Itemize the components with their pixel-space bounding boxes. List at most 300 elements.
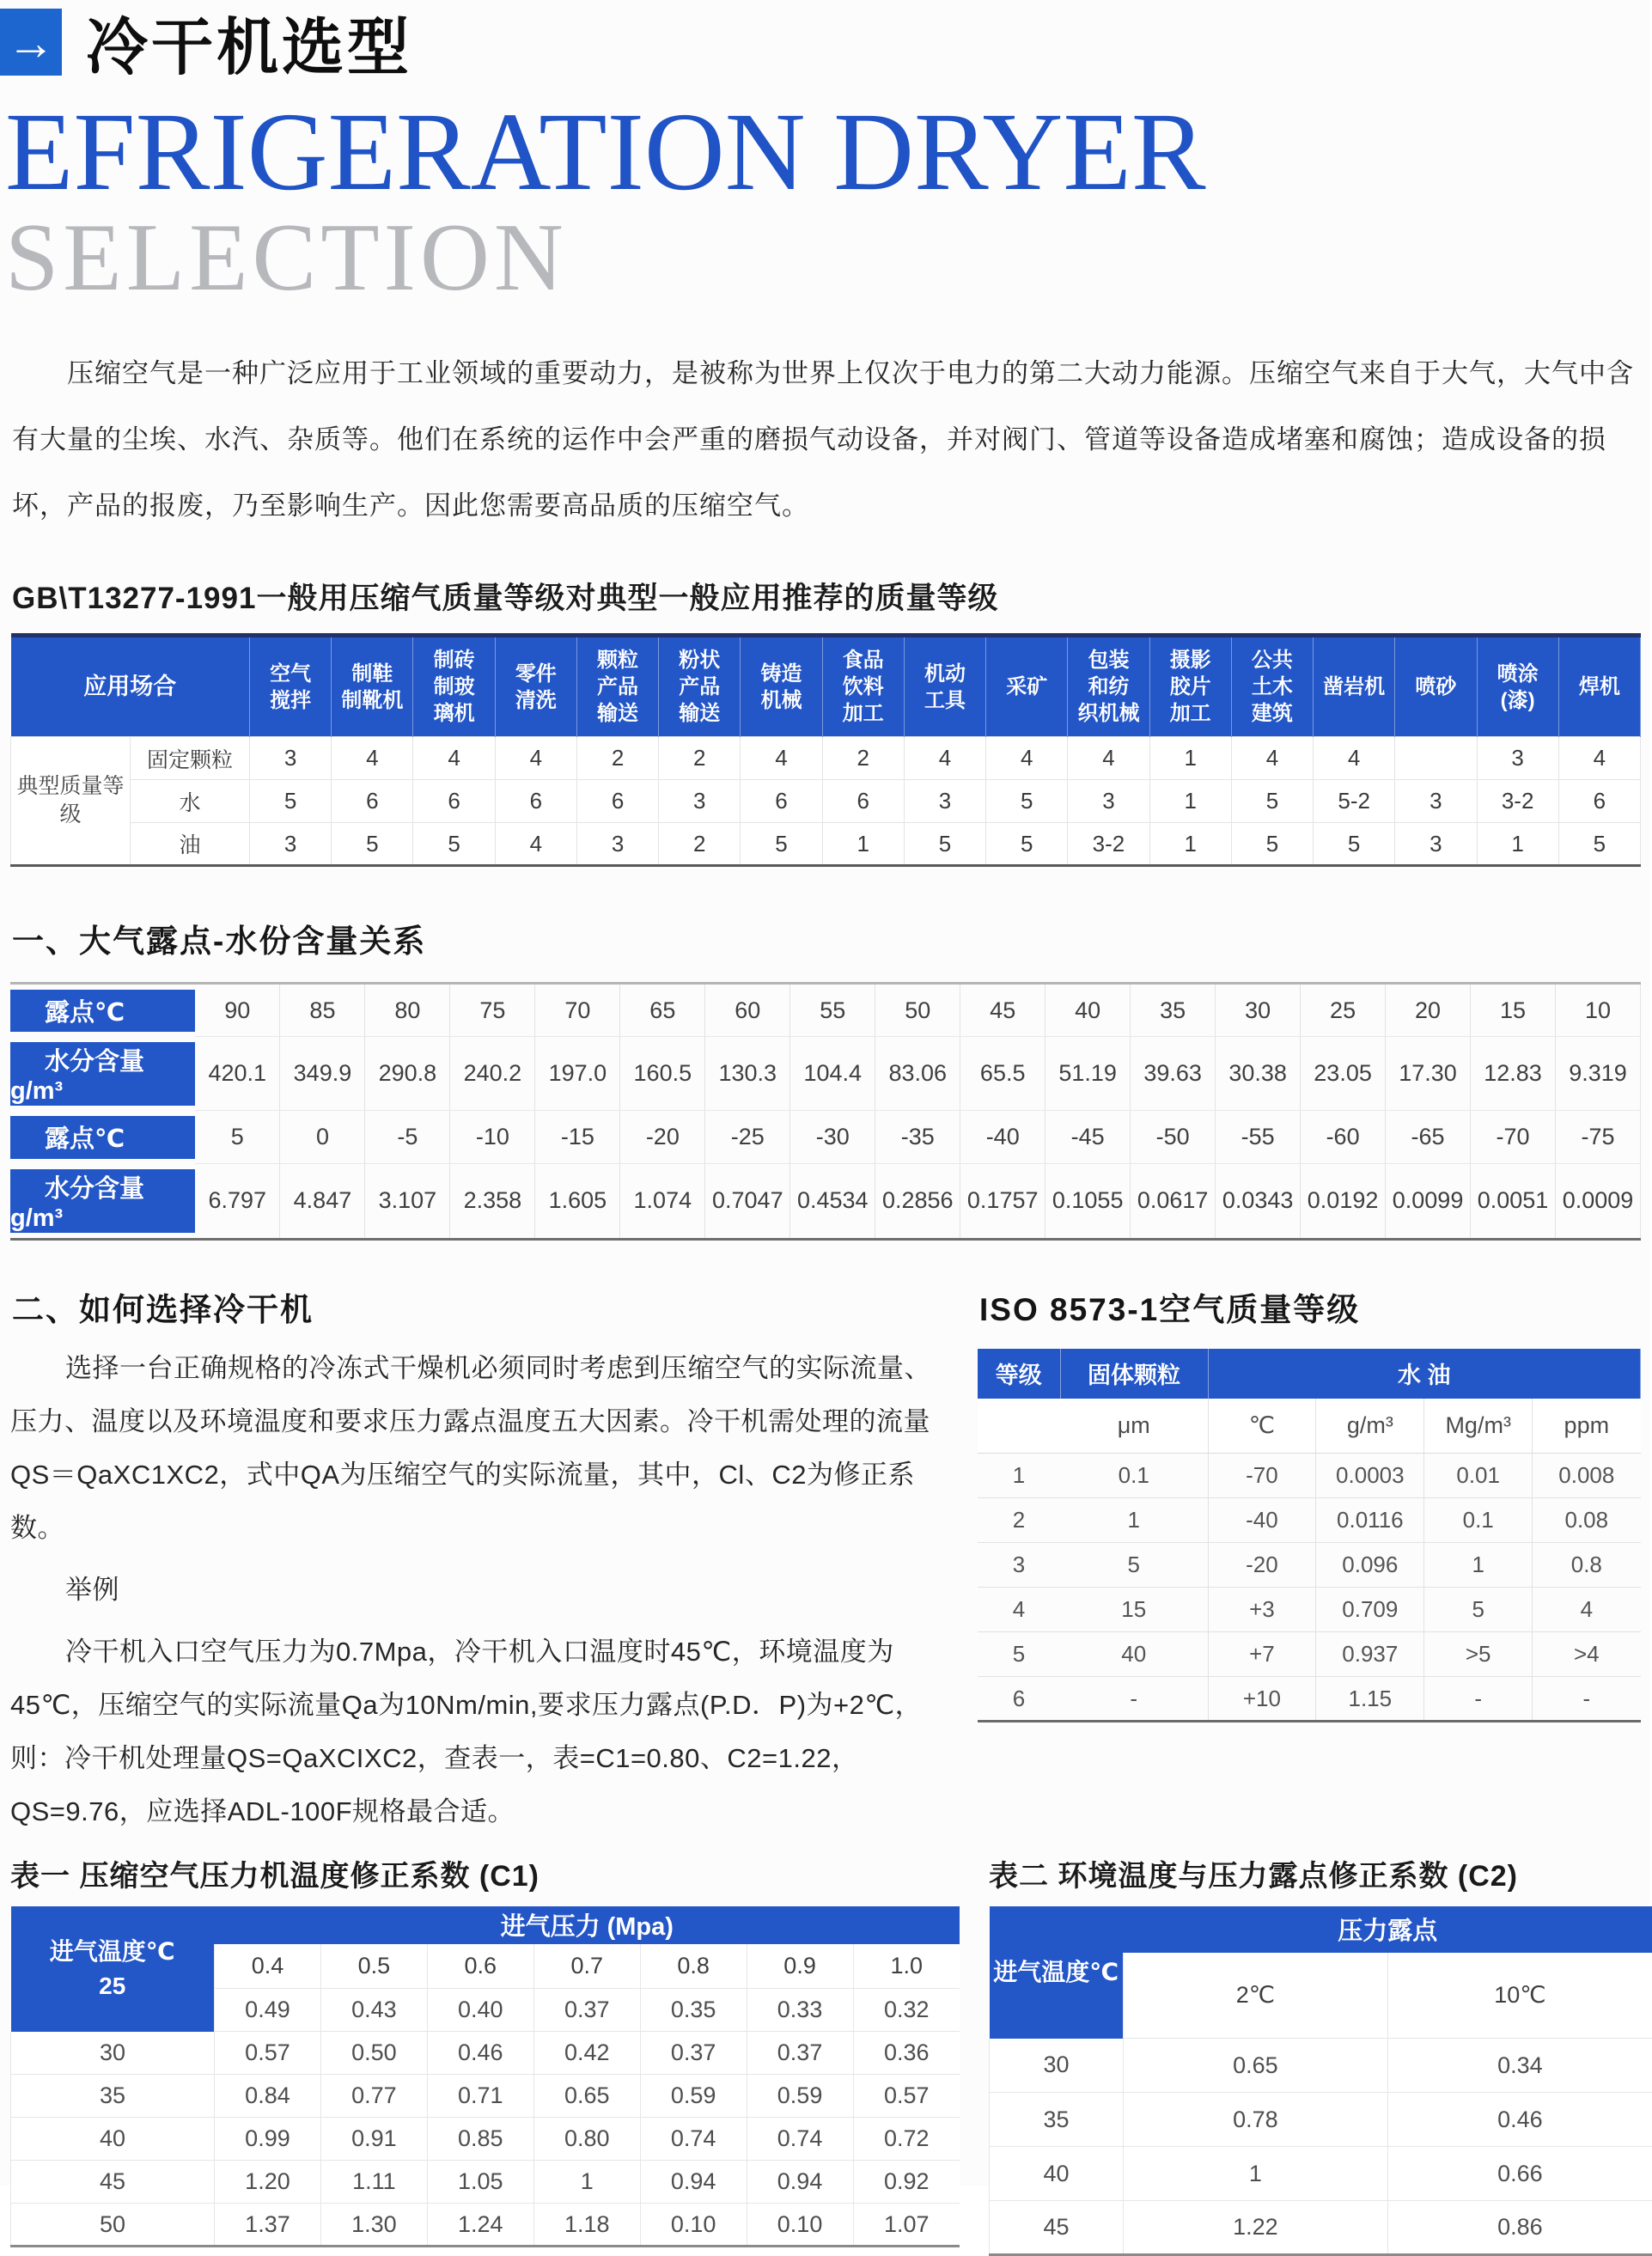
iso-value-cell: -20 (1208, 1543, 1316, 1588)
dew-value-cell: 290.8 (365, 1037, 450, 1111)
dew-value-cell: 40 (1045, 984, 1131, 1037)
dew-value-cell: -25 (705, 1111, 790, 1164)
c1-value-cell: 0.10 (747, 2204, 853, 2247)
dew-value-cell: -60 (1301, 1111, 1386, 1164)
table-header-row (978, 1349, 1641, 1399)
c1-inlet-temp-header (11, 1906, 215, 2032)
dew-value-cell: 420.1 (195, 1037, 280, 1111)
dew-value-cell: 160.5 (620, 1037, 705, 1111)
iso-grade-cell: 5 (978, 1632, 1060, 1677)
gb-value-cell: 2 (659, 737, 741, 780)
dew-value-cell: 51.19 (1045, 1037, 1131, 1111)
iso-value-cell: 0.1 (1060, 1454, 1208, 1498)
table-row (10, 1164, 1641, 1240)
iso-grade-cell: 6 (978, 1677, 1060, 1722)
iso-value-cell: -70 (1208, 1454, 1316, 1498)
dew-value-cell: 70 (535, 984, 620, 1037)
gb-value-cell: 4 (1558, 737, 1640, 780)
dew-value-cell: 0.1757 (960, 1164, 1045, 1240)
gb-value-cell: 5 (1314, 823, 1395, 866)
dew-value-cell: 0.0192 (1301, 1164, 1386, 1240)
c1-temp-label: 35 (11, 2075, 215, 2118)
c1-value-cell: 0.49 (215, 1989, 321, 2032)
dew-value-cell: 0.0343 (1216, 1164, 1301, 1240)
dew-value-cell: 83.06 (875, 1037, 960, 1111)
gb-value-cell: 6 (332, 780, 413, 823)
c2-value-cell: 0.65 (1124, 2039, 1388, 2093)
selection-paragraph: 选择一台正确规格的冷冻式干燥机必须同时考虑到压缩空气的实际流量、压力、温度以及环境温度和要求压力露点温度五大因素。冷干机需处理的流量QS＝QaXC1XC2，式中QA为压缩空气的实际流量，其中，Cl、C2为修正系数。 (10, 1342, 948, 1555)
c1-value-cell: 0.37 (640, 2032, 747, 2075)
arrow-icon (0, 9, 62, 76)
section1-title: 一、大气露点-水份含量关系 (12, 915, 1641, 961)
gb-column-header: 空气 搅拌 (250, 636, 332, 737)
c1-value-cell: 1.11 (320, 2161, 427, 2204)
table-row (990, 2093, 1652, 2147)
iso-value-cell: +7 (1208, 1632, 1316, 1677)
gb-value-cell: 5 (1231, 780, 1313, 823)
c1-value-cell: 0.94 (747, 2161, 853, 2204)
dew-value-cell: 35 (1131, 984, 1216, 1037)
gb-column-header: 喷涂 (漆) (1477, 636, 1558, 737)
gb-value-cell: 5 (250, 780, 332, 823)
c1-value-cell: 1.30 (320, 2204, 427, 2247)
dew-row-label: 露点℃ (10, 1111, 195, 1164)
c1-value-cell: 1.05 (427, 2161, 533, 2204)
iso-value-cell: >5 (1424, 1632, 1533, 1677)
iso-unit-blank (978, 1399, 1060, 1454)
dew-value-cell: -45 (1045, 1111, 1131, 1164)
intro-paragraph: 压缩空气是一种广泛应用于工业领域的重要动力，是被称为世界上仅次于电力的第二大动力能源。压缩空气来自于大气，大气中含有大量的尘埃、水汽、杂质等。他们在系统的运作中会严重的磨损气动设备，并对阀门、管道等设备造成堵塞和腐蚀；造成设备的损坏，产品的报废，乃至影响生产。因此您需要高品质的压缩空气。 (12, 340, 1639, 539)
iso-units-row (978, 1399, 1641, 1454)
subtitle-english: SELECTION (5, 210, 1641, 306)
dew-value-cell: 75 (450, 984, 535, 1037)
dew-value-cell: 65.5 (960, 1037, 1045, 1111)
dew-value-cell: -55 (1216, 1111, 1301, 1164)
c1-value-cell: 0.99 (215, 2118, 321, 2161)
c2-value-cell: 0.86 (1387, 2201, 1652, 2255)
gb-value-cell: 4 (1231, 737, 1313, 780)
dew-value-cell: 0.1055 (1045, 1164, 1131, 1240)
bottom-two-column-area (10, 1852, 1641, 2256)
gb-value-cell: 4 (495, 823, 576, 866)
c1-value-cell: 0.10 (640, 2204, 747, 2247)
dew-row-label: 露点℃ (10, 984, 195, 1037)
c1-pressure-header: 1.0 (853, 1944, 960, 1989)
c1-value-cell: 0.94 (640, 2161, 747, 2204)
iso-value-cell: 5 (1060, 1543, 1208, 1588)
dew-value-cell: 0.0099 (1386, 1164, 1471, 1240)
dew-value-cell: 0.0051 (1471, 1164, 1556, 1240)
table-row (990, 2201, 1652, 2255)
gb-value-cell: 3 (250, 737, 332, 780)
c1-corner-temp: 25 (11, 1969, 215, 2003)
gb-value-cell: 4 (495, 737, 576, 780)
dew-value-cell: 30 (1216, 984, 1301, 1037)
gb-value-cell: 3-2 (1477, 780, 1558, 823)
c1-value-cell: 1.20 (215, 2161, 321, 2204)
iso-value-cell: 0.937 (1316, 1632, 1424, 1677)
c1-value-cell: 0.74 (640, 2118, 747, 2161)
dew-value-cell: 0.7047 (705, 1164, 790, 1240)
gb-column-header: 颗粒 产品 输送 (576, 636, 658, 737)
c2-value-cell: 0.46 (1387, 2093, 1652, 2147)
iso-value-cell: - (1060, 1677, 1208, 1722)
dew-value-cell: 60 (705, 984, 790, 1037)
gb-value-cell: 3 (576, 823, 658, 866)
table-row (11, 2032, 960, 2075)
dew-value-cell: -5 (365, 1111, 450, 1164)
gb-value-cell: 6 (413, 780, 495, 823)
c1-value-cell: 1.24 (427, 2204, 533, 2247)
c1-pressure-header: 0.7 (533, 1944, 640, 1989)
gb-value-cell: 3 (659, 780, 741, 823)
dew-value-cell: -70 (1471, 1111, 1556, 1164)
dew-value-cell: 55 (790, 984, 875, 1037)
gb-value-cell: 5 (986, 823, 1068, 866)
iso-value-cell: >4 (1533, 1632, 1641, 1677)
gb-value-cell: 3-2 (1068, 823, 1149, 866)
header-title-row (10, 0, 1641, 76)
gb-value-cell: 4 (904, 737, 985, 780)
table-row (10, 1111, 1641, 1164)
iso-value-cell: 4 (1533, 1588, 1641, 1632)
section2-title: 二、如何选择冷干机 (12, 1283, 948, 1330)
iso-grade-cell: 4 (978, 1588, 1060, 1632)
dew-value-cell: 50 (875, 984, 960, 1037)
iso-value-cell: 0.008 (1533, 1454, 1641, 1498)
iso-unit-header: Mg/m³ (1424, 1399, 1533, 1454)
dew-value-cell: -40 (960, 1111, 1045, 1164)
iso-unit-header: μm (1060, 1399, 1208, 1454)
gb-column-header: 包装 和纺 织机械 (1068, 636, 1149, 737)
dew-value-cell: 10 (1556, 984, 1641, 1037)
gb-value-cell: 1 (1477, 823, 1558, 866)
c2-dewpoint-correction-table (989, 1906, 1652, 2256)
gb-value-cell: 6 (495, 780, 576, 823)
c1-value-cell: 1 (533, 2161, 640, 2204)
iso-value-cell: 1 (1060, 1498, 1208, 1543)
dew-value-cell: 15 (1471, 984, 1556, 1037)
dew-value-cell: 90 (195, 984, 280, 1037)
title-english: EFRIGERATION DRYER (5, 96, 1641, 208)
c1-temp-label: 50 (11, 2204, 215, 2247)
iso-grade-cell: 3 (978, 1543, 1060, 1588)
table-row (990, 2147, 1652, 2201)
c2-temp-label: 40 (990, 2147, 1124, 2201)
gb-column-header: 公共 土木 建筑 (1231, 636, 1313, 737)
table-row (11, 2161, 960, 2204)
gb-value-cell: 3 (1068, 780, 1149, 823)
c2-temp-label: 30 (990, 2039, 1124, 2093)
gb-value-cell: 2 (659, 823, 741, 866)
dew-value-cell: 1.605 (535, 1164, 620, 1240)
c1-pressure-header: 0.6 (427, 1944, 533, 1989)
iso-unit-header: ℃ (1208, 1399, 1316, 1454)
iso-value-cell: 15 (1060, 1588, 1208, 1632)
dew-value-cell: 104.4 (790, 1037, 875, 1111)
gb-row-label: 固定颗粒 (131, 737, 250, 780)
dew-value-cell: 85 (280, 984, 365, 1037)
gb-value-cell: 4 (413, 737, 495, 780)
gb-column-header: 制鞋 制靴机 (332, 636, 413, 737)
c2-value-cell: 1 (1124, 2147, 1388, 2201)
c1-temperature-correction-table (10, 1906, 960, 2248)
iso-value-cell: - (1424, 1677, 1533, 1722)
iso-value-cell: 0.01 (1424, 1454, 1533, 1498)
dew-value-cell: 4.847 (280, 1164, 365, 1240)
table-row (978, 1677, 1641, 1722)
iso-header-water-oil: 水 油 (1208, 1349, 1641, 1399)
c2-value-cell: 0.66 (1387, 2147, 1652, 2201)
dew-value-cell: -50 (1131, 1111, 1216, 1164)
dew-value-cell: 39.63 (1131, 1037, 1216, 1111)
gb-column-header: 采矿 (986, 636, 1068, 737)
dew-value-cell: 0.0617 (1131, 1164, 1216, 1240)
gb-value-cell: 5 (986, 780, 1068, 823)
dew-value-cell: -10 (450, 1111, 535, 1164)
gb-value-cell: 4 (332, 737, 413, 780)
dew-value-cell: -75 (1556, 1111, 1641, 1164)
c1-value-cell: 0.33 (747, 1989, 853, 2032)
gb-row-group-label: 典型质量等级 (11, 737, 131, 866)
gb-column-header: 食品 饮料 加工 (822, 636, 904, 737)
gb-value-cell: 4 (1314, 737, 1395, 780)
c1-value-cell: 0.50 (320, 2032, 427, 2075)
table-row (978, 1632, 1641, 1677)
dew-value-cell: 6.797 (195, 1164, 280, 1240)
iso-value-cell: 1 (1424, 1543, 1533, 1588)
dew-value-cell: 65 (620, 984, 705, 1037)
table-header-row (11, 1906, 960, 1944)
dew-value-cell: 0.2856 (875, 1164, 960, 1240)
table-row (11, 780, 1641, 823)
page-title: 冷干机选型 (86, 0, 412, 87)
dew-row-label: 水分含量g/m³ (10, 1164, 195, 1240)
dew-value-cell: 23.05 (1301, 1037, 1386, 1111)
c1-value-cell: 0.72 (853, 2118, 960, 2161)
c1-value-cell: 0.40 (427, 1989, 533, 2032)
table-row (11, 823, 1641, 866)
gb-column-header: 喷砂 (1395, 636, 1477, 737)
c1-value-cell: 0.32 (853, 1989, 960, 2032)
dew-value-cell: 197.0 (535, 1037, 620, 1111)
iso-value-cell: 0.1 (1424, 1498, 1533, 1543)
gb-value-cell: 2 (576, 737, 658, 780)
gb-value-cell: 5 (1558, 823, 1640, 866)
c1-value-cell: 0.71 (427, 2075, 533, 2118)
iso-value-cell: 0.08 (1533, 1498, 1641, 1543)
c1-value-cell: 0.59 (640, 2075, 747, 2118)
gb-value-cell: 6 (576, 780, 658, 823)
iso-air-quality-table (978, 1349, 1641, 1723)
gb-value-cell: 5-2 (1314, 780, 1395, 823)
dew-value-cell: 20 (1386, 984, 1471, 1037)
iso-table-title: ISO 8573-1空气质量等级 (979, 1283, 1641, 1330)
gb-value-cell: 6 (822, 780, 904, 823)
dew-value-cell: 25 (1301, 984, 1386, 1037)
c1-value-cell: 0.91 (320, 2118, 427, 2161)
iso-unit-header: ppm (1533, 1399, 1641, 1454)
table-row (978, 1498, 1641, 1543)
iso-grade-cell: 2 (978, 1498, 1060, 1543)
dew-value-cell: 0 (280, 1111, 365, 1164)
dew-value-cell: -35 (875, 1111, 960, 1164)
c2-temp-label: 45 (990, 2201, 1124, 2255)
dew-value-cell: -15 (535, 1111, 620, 1164)
iso-value-cell: -40 (1208, 1498, 1316, 1543)
gb-value-cell: 1 (1149, 737, 1231, 780)
gb-corner-header: 应用场合 (11, 636, 250, 737)
c1-value-cell: 0.84 (215, 2075, 321, 2118)
c1-value-cell: 0.92 (853, 2161, 960, 2204)
gb-value-cell: 4 (1068, 737, 1149, 780)
c2-dewpoint-band-header: 压力露点 (1124, 1906, 1652, 1953)
table1-title: 表一 压缩空气压力机温度修正系数 (C1) (10, 1852, 960, 1894)
iso-value-cell: 5 (1424, 1588, 1533, 1632)
gb-value-cell: 3 (1477, 737, 1558, 780)
gb-value-cell: 5 (413, 823, 495, 866)
gb-column-header: 摄影 胶片 加工 (1149, 636, 1231, 737)
c1-pressure-header: 0.5 (320, 1944, 427, 1989)
iso-value-cell: - (1533, 1677, 1641, 1722)
table-row (990, 2039, 1652, 2093)
dew-value-cell: -65 (1386, 1111, 1471, 1164)
table-row (10, 984, 1641, 1037)
dew-value-cell: 80 (365, 984, 450, 1037)
c1-value-cell: 0.43 (320, 1989, 427, 2032)
gb-value-cell: 1 (1149, 823, 1231, 866)
gb-column-header: 粉状 产品 输送 (659, 636, 741, 737)
gb-row-label: 水 (131, 780, 250, 823)
middle-two-column-area (10, 1283, 1641, 1838)
gb-value-cell: 3 (904, 780, 985, 823)
c1-table-column (10, 1852, 960, 2256)
gb-value-cell: 4 (986, 737, 1068, 780)
selection-guide-column (10, 1283, 948, 1838)
c1-value-cell: 0.80 (533, 2118, 640, 2161)
iso-value-cell: 0.0003 (1316, 1454, 1424, 1498)
gb-value-cell: 1 (1149, 780, 1231, 823)
c1-value-cell: 1.07 (853, 2204, 960, 2247)
dew-value-cell: 45 (960, 984, 1045, 1037)
c1-value-cell: 0.42 (533, 2032, 640, 2075)
gb-value-cell: 3 (1395, 823, 1477, 866)
c1-value-cell: 0.35 (640, 1989, 747, 2032)
dew-value-cell: 0.4534 (790, 1164, 875, 1240)
dew-value-cell: -20 (620, 1111, 705, 1164)
c2-temp-label: 35 (990, 2093, 1124, 2147)
gb-table-title: GB\T13277-1991一般用压缩气质量等级对典型一般应用推荐的质量等级 (12, 575, 1641, 618)
c1-value-cell: 1.18 (533, 2204, 640, 2247)
table-row (978, 1543, 1641, 1588)
iso-grade-cell: 1 (978, 1454, 1060, 1498)
gb-value-cell: 5 (332, 823, 413, 866)
table-row (978, 1588, 1641, 1632)
table-row (11, 737, 1641, 780)
c1-value-cell: 1.37 (215, 2204, 321, 2247)
gb-value-cell: 2 (822, 737, 904, 780)
dewpoint-water-content-table (10, 982, 1641, 1241)
gb-value-cell: 4 (741, 737, 822, 780)
gb-value-cell (1395, 737, 1477, 780)
iso-table-column (978, 1283, 1641, 1838)
dew-value-cell: 1.074 (620, 1164, 705, 1240)
dew-value-cell: 349.9 (280, 1037, 365, 1111)
iso-unit-header: g/m³ (1316, 1399, 1424, 1454)
c2-value-cell: 0.34 (1387, 2039, 1652, 2093)
dew-value-cell: 130.3 (705, 1037, 790, 1111)
dew-row-label: 水分含量g/m³ (10, 1037, 195, 1111)
gb-value-cell: 3 (1395, 780, 1477, 823)
table-row (11, 2204, 960, 2247)
iso-value-cell: 1.15 (1316, 1677, 1424, 1722)
table-row (10, 1037, 1641, 1111)
gb-column-header: 铸造 机械 (741, 636, 822, 737)
dew-value-cell: 12.83 (1471, 1037, 1556, 1111)
iso-value-cell: 40 (1060, 1632, 1208, 1677)
table2-title: 表二 环境温度与压力露点修正系数 (C2) (989, 1852, 1652, 1894)
c1-corner-label: 进气温度℃ (11, 1935, 215, 1969)
dew-value-cell: 5 (195, 1111, 280, 1164)
table-row (11, 2118, 960, 2161)
dew-value-cell: 9.319 (1556, 1037, 1641, 1111)
c1-pressure-header: 0.4 (215, 1944, 321, 1989)
table-header-row (11, 636, 1641, 737)
arrow-glyph: → (7, 15, 55, 70)
iso-value-cell: 0.0116 (1316, 1498, 1424, 1543)
dew-value-cell: 0.0009 (1556, 1164, 1641, 1240)
gb-column-header: 零件 清洗 (495, 636, 576, 737)
c1-temp-label: 30 (11, 2032, 215, 2075)
iso-header-solid-particles: 固体颗粒 (1060, 1349, 1208, 1399)
c2-value-cell: 0.78 (1124, 2093, 1388, 2147)
iso-value-cell: +10 (1208, 1677, 1316, 1722)
c1-value-cell: 0.65 (533, 2075, 640, 2118)
gb-value-cell: 1 (822, 823, 904, 866)
table-row (978, 1454, 1641, 1498)
table-header-row (990, 1906, 1652, 1953)
dew-value-cell: 30.38 (1216, 1037, 1301, 1111)
iso-value-cell: 0.096 (1316, 1543, 1424, 1588)
c1-value-cell: 0.74 (747, 2118, 853, 2161)
gb-value-cell: 6 (1558, 780, 1640, 823)
c2-table-column (989, 1852, 1652, 2256)
c1-temp-label: 45 (11, 2161, 215, 2204)
gb-column-header: 制砖 制玻 璃机 (413, 636, 495, 737)
gb-value-cell: 5 (741, 823, 822, 866)
table-row (11, 2075, 960, 2118)
iso-value-cell: +3 (1208, 1588, 1316, 1632)
c1-value-cell: 0.59 (747, 2075, 853, 2118)
c1-value-cell: 0.57 (853, 2075, 960, 2118)
c1-value-cell: 0.57 (215, 2032, 321, 2075)
c1-value-cell: 0.37 (533, 1989, 640, 2032)
page-header (10, 0, 1641, 306)
c1-value-cell: 0.36 (853, 2032, 960, 2075)
iso-header-grade: 等级 (978, 1349, 1060, 1399)
dew-value-cell: 240.2 (450, 1037, 535, 1111)
gb-value-cell: 5 (904, 823, 985, 866)
c1-value-cell: 0.85 (427, 2118, 533, 2161)
iso-value-cell: 0.709 (1316, 1588, 1424, 1632)
c1-value-cell: 0.37 (747, 2032, 853, 2075)
iso-value-cell: 0.8 (1533, 1543, 1641, 1588)
gb-value-cell: 3 (250, 823, 332, 866)
dew-value-cell: 2.358 (450, 1164, 535, 1240)
c2-inlet-temp-header: 进气温度℃ (990, 1906, 1124, 2039)
c2-dewpoint-header: 2℃ (1124, 1953, 1388, 2039)
dew-value-cell: -30 (790, 1111, 875, 1164)
